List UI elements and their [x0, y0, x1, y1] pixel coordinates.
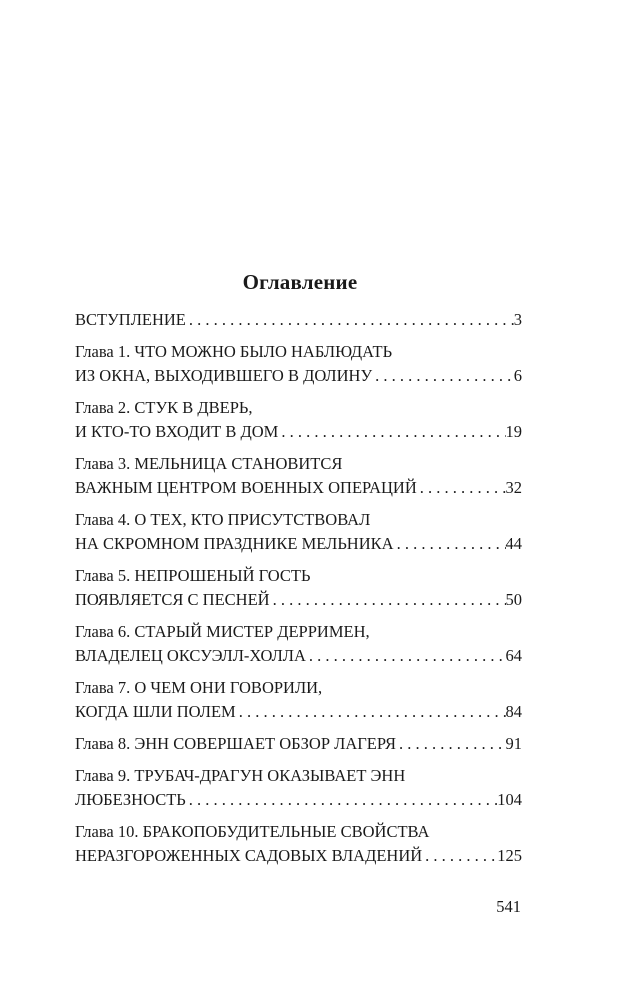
toc-entry-introduction — [75, 308, 522, 332]
toc-entry-title-continued: ВАЖНЫМ ЦЕНТРОМ ВОЕННЫХ ОПЕРАЦИЙ — [75, 478, 417, 497]
toc-entry-title-continued: НА СКРОМНОМ ПРАЗДНИКЕ МЕЛЬНИКА — [75, 534, 394, 553]
toc-entry-chapter-2 — [75, 396, 522, 444]
table-of-contents — [75, 308, 522, 876]
leader-dots — [372, 364, 514, 388]
toc-entry-chapter-5 — [75, 564, 522, 612]
toc-entry-title-continued: КОГДА ШЛИ ПОЛЕМ — [75, 702, 236, 721]
leader-dots — [396, 732, 506, 756]
leader-dots — [417, 476, 506, 500]
toc-entry-chapter-6 — [75, 620, 522, 668]
toc-entry-title: Глава 1. ЧТО МОЖНО БЫЛО НАБЛЮДАТЬ — [75, 342, 393, 361]
toc-page-number: 44 — [505, 534, 522, 553]
toc-entry-title: Глава 5. НЕПРОШЕНЫЙ ГОСТЬ — [75, 566, 311, 585]
toc-entry-chapter-4 — [75, 508, 522, 556]
toc-entry-title: ВСТУПЛЕНИЕ — [75, 310, 186, 329]
leader-dots — [278, 420, 505, 444]
toc-entry-title: Глава 9. ТРУБАЧ-ДРАГУН ОКАЗЫВАЕТ ЭНН — [75, 766, 406, 785]
toc-entry-title: Глава 2. СТУК В ДВЕРЬ, — [75, 398, 253, 417]
toc-entry-chapter-8 — [75, 732, 522, 756]
toc-entry-title: Глава 3. МЕЛЬНИЦА СТАНОВИТСЯ — [75, 454, 343, 473]
toc-entry-title: Глава 4. О ТЕХ, КТО ПРИСУТСТВОВАЛ — [75, 510, 371, 529]
leader-dots — [422, 844, 497, 868]
toc-page-number: 91 — [505, 734, 522, 753]
toc-entry-title-continued: ЛЮБЕЗНОСТЬ — [75, 790, 186, 809]
leader-dots — [270, 588, 506, 612]
toc-entry-title-continued: ВЛАДЕЛЕЦ ОКСУЭЛЛ-ХОЛЛА — [75, 646, 306, 665]
page-number-folio: 541 — [496, 897, 521, 916]
toc-page-number: 125 — [497, 846, 522, 865]
leader-dots — [186, 788, 497, 812]
leader-dots — [236, 700, 506, 724]
toc-entry-chapter-10 — [75, 820, 522, 868]
leader-dots — [186, 308, 514, 332]
toc-page-number: 104 — [497, 790, 522, 809]
toc-entry-chapter-9 — [75, 764, 522, 812]
toc-page-number: 50 — [505, 590, 522, 609]
toc-entry-title: Глава 6. СТАРЫЙ МИСТЕР ДЕРРИМЕН, — [75, 622, 370, 641]
toc-page-number: 32 — [505, 478, 522, 497]
toc-page-number: 19 — [505, 422, 522, 441]
toc-entry-title-continued: НЕРАЗГОРОЖЕННЫХ САДОВЫХ ВЛАДЕНИЙ — [75, 846, 423, 865]
leader-dots — [306, 644, 506, 668]
toc-entry-title: Глава 8. ЭНН СОВЕРШАЕТ ОБЗОР ЛАГЕРЯ — [75, 734, 396, 753]
toc-entry-chapter-1 — [75, 340, 522, 388]
toc-entry-title: Глава 10. БРАКОПОБУДИТЕЛЬНЫЕ СВОЙСТВА — [75, 822, 430, 841]
toc-title: Оглавление — [242, 270, 358, 294]
toc-entry-chapter-7 — [75, 676, 522, 724]
toc-page-number: 64 — [505, 646, 522, 665]
toc-entry-title-continued: И КТО-ТО ВХОДИТ В ДОМ — [75, 422, 279, 441]
toc-entry-chapter-3 — [75, 452, 522, 500]
toc-page-number: 3 — [513, 310, 522, 329]
toc-page-number: 6 — [513, 366, 522, 385]
toc-entry-title-continued: ИЗ ОКНА, ВЫХОДИВШЕГО В ДОЛИНУ — [75, 366, 373, 385]
toc-entry-title-continued: ПОЯВЛЯЕТСЯ С ПЕСНЕЙ — [75, 590, 270, 609]
toc-entry-title: Глава 7. О ЧЕМ ОНИ ГОВОРИЛИ, — [75, 678, 323, 697]
leader-dots — [394, 532, 506, 556]
toc-page-number: 84 — [505, 702, 522, 721]
